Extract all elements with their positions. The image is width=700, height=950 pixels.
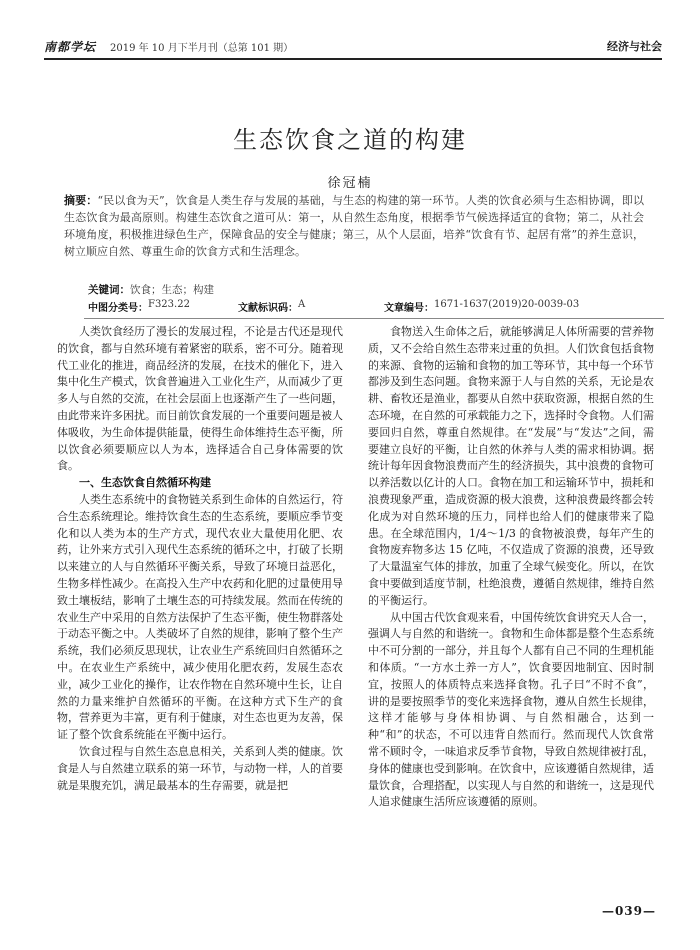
- journal-issue-info: 2019 年 10 月下半月刊（总第 101 期）: [110, 43, 294, 54]
- doc-label: 文献标识码：: [238, 303, 298, 314]
- keywords: [88, 282, 214, 297]
- identifiers-rule: [84, 318, 664, 319]
- body-paragraph: 食物送入生命体之后，就能够满足人体所需要的营养物质，又不会给自然生态带来过重的负担。人们饮食包括食物的来源、食物的运输和食物的加工等环节，其中每一个环节都涉及到生态问题。食物来源于人与自然的关系，无论是农耕、畜牧还是渔业，都要从自然中获取资源，根据自然的生态环境，在自然的可承载能力之下，选择时令食物。人们需要回归自然，尊重自然规律。在“发展”与“发达”之间，需要建立良好的平衡，让自然的休养与人类的需求相协调。据统计每年因食物浪费而产生的经济损失，其中浪费的食物可以养活数以亿计的人口。食物在加工和运输环节中，损耗和浪费现象严重，造成资源的极大浪费，这种浪费最终都会转化成为对自然环境的压力，同样也给人们的健康带来了隐患。在全球范围内，1/4～1/3 的食物被浪费，每年产生的食物废弃物多达 15 亿吨，不仅造成了资源的浪费，还导致了大量温室气体的排放，加重了全球气候变化。所以，在饮食中要做到适度节制，杜绝浪费，遵循自然规律，维持自然的平衡运行。: [368, 325, 654, 607]
- document-code: [238, 299, 306, 314]
- article-number-label: 文章编号：: [384, 303, 434, 314]
- abstract-label: 摘要：: [64, 194, 98, 207]
- doc-value: A: [298, 299, 306, 310]
- body-column-right: [368, 324, 654, 880]
- article-title: 生态饮食之道的构建: [233, 126, 467, 154]
- section-name: 经济与社会: [607, 40, 662, 53]
- abstract: [64, 192, 644, 260]
- header-rule: [44, 58, 662, 60]
- section-heading: 一、生态饮食自然循环构建: [79, 476, 211, 490]
- body-column-left: [57, 324, 343, 880]
- page-number: —039—: [601, 904, 656, 918]
- body-paragraph: 人类生态系统中的食物链关系到生命体的自然运行，符合生态系统理论。维持饮食生态的生态系统，要顺应季节变化和以人类为本的生产方式，现代农业大量使用化肥、农药，让外来方式引入现代生态系统的循环之中，打破了长期以来建立的人与自然循环平衡关系，导致了环境日益恶化，生物多样性减少。在高投入生产中农药和化肥的过量使用导致土壤板结，影响了土壤生态的可持续发展。然而在传统的农业生产中采用的自然方法保护了生态平衡，使生物群落处于动态平衡之中。人类破坏了自然的规律，影响了整个生产系统，我们必须反思现状，让农业生产系统回归自然循环之中。在农业生产系统中，减少使用化肥农药，发展生态农业，减少工业化的操作，让农作物在自然环境中生长，让自然的力量来维护自然循环的平衡。在这种方式下生产的食物，营养更为丰富，更有利于健康，对生态也更为友善，保证了整个饮食系统能在平衡中运行。: [57, 492, 343, 742]
- article-number: [384, 299, 580, 314]
- abstract-text: “民以食为天”，饮食是人类生存与发展的基础，与生态的构建的第一环节。人类的饮食必须与生态相协调，即以生态饮食为最高原则。构建生态饮食之道可从：第一，从自然生态角度，根据季节气候选择适宜的食物；第二，从社会环境角度，积极推进绿色生产，保障食品的安全与健康；第三，从个人层面，培养“饮食有节、起居有常”的养生意识，树立顺应自然、尊重生命的饮食方式和生活理念。: [64, 194, 644, 258]
- body-paragraph: 饮食过程与自然生态息息相关，关系到人类的健康。饮食是人与自然建立联系的第一环节，与动物一样，人的首要就是果腹充饥，满足最基本的生存需要，就是把: [57, 744, 343, 792]
- keywords-text: 饮食；生态；构建: [130, 284, 214, 296]
- body-paragraph: 人类饮食经历了漫长的发展过程，不论是古代还是现代的饮食，都与自然环境有着紧密的联系，密不可分。随着现代工业化的推进，商品经济的发展，在技术的催化下，进入集中化生产模式，饮食普遍进入工业化生产，从而减少了更多人与自然的交流，在社会层面上也逐渐产生了一些问题，由此带来许多困扰。而目前饮食发展的一个重要问题是被人体吸收，为生命体提供能量，使得生命体维持生态平衡，所以饮食必须要顺应以人为本，选择适合自己身体需要的饮食。: [57, 325, 343, 473]
- clc-value: F323.22: [148, 299, 190, 310]
- clc-number: [88, 299, 190, 314]
- clc-label: 中图分类号：: [88, 303, 148, 314]
- page-header: [44, 38, 662, 62]
- body-paragraph: 从中国古代饮食观来看，中国传统饮食讲究天人合一，强调人与自然的和谐统一。食物和生命体都是整个生态系统中不可分割的一部分，并且每个人都有自己不同的生理机能和体质。“一方水土养一方人”，饮食要因地制宜、因时制宜，按照人的体质特点来选择食物。孔子曰“不时不食”，讲的是要按照季节的变化来选择食物，遵从自然生长规律，这样才能够与身体相协调、与自然相融合，达到一种“和”的状态，不可以违背自然而行。然而现代人饮食常常不顾时令，一味追求反季节食物，导致自然规律被打乱，身体的健康也受到影响。在饮食中，应该遵循自然规律，适量饮食，合理搭配，以实现人与自然的和谐统一，这是现代人追求健康生活所应该遵循的原则。: [368, 610, 654, 809]
- article-number-value: 1671-1637(2019)20-0039-03: [434, 299, 580, 310]
- article-author: 徐冠楠: [327, 176, 373, 191]
- journal-logo: 南都学坛: [44, 40, 97, 54]
- keywords-label: 关键词：: [88, 284, 130, 296]
